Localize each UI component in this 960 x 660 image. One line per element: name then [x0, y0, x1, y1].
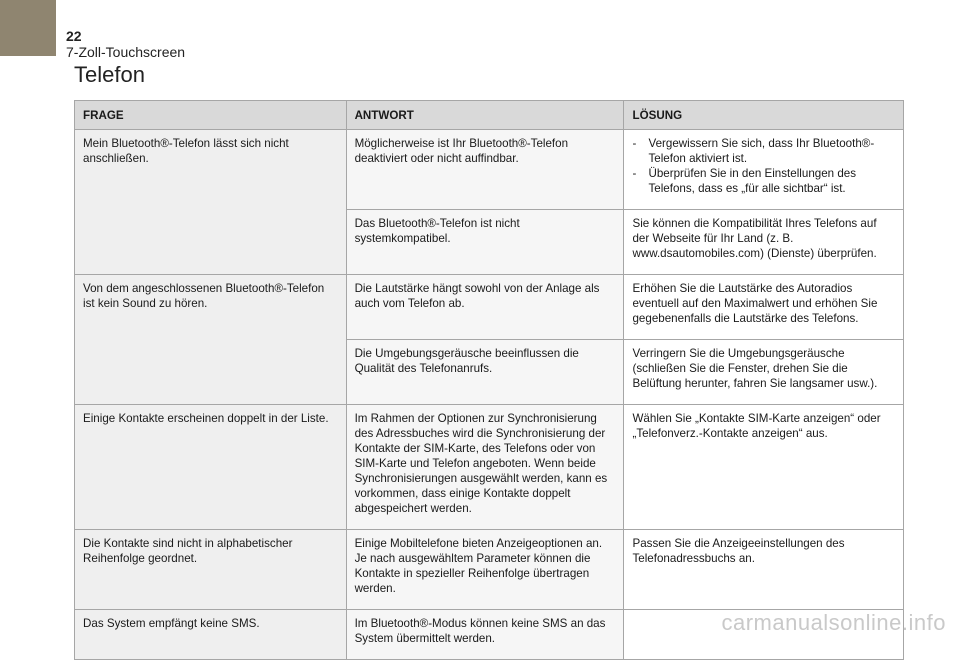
question-cell: Einige Kontakte erscheinen doppelt in der Liste. — [75, 405, 347, 530]
solution-cell: Wählen Sie „Kontakte SIM-Karte anzeigen“ oder „Telefonverz.-Kontakte anzeigen“ aus. — [624, 405, 904, 530]
header-antwort: ANTWORT — [346, 101, 624, 130]
table-row — [75, 405, 904, 530]
question-cell: Mein Bluetooth®-Telefon lässt sich nicht anschließen. — [75, 130, 347, 275]
solution-cell: Verringern Sie die Umgebungsgeräusche (schließen Sie die Fenster, drehen Sie die Belüftung herunter, fahren Sie langsamer usw.). — [624, 340, 904, 405]
answer-cell: Einige Mobiltelefone bieten Anzeigeoptionen an. Je nach ausgewähltem Parameter können die Kontakte in spezieller Reihenfolge übertragen werden. — [346, 530, 624, 610]
bullet-dash: - — [632, 137, 637, 150]
solution-bullet — [632, 166, 895, 196]
answer-cell: Das Bluetooth®-Telefon ist nicht systemkompatibel. — [346, 210, 624, 275]
answer-cell: Die Lautstärke hängt sowohl von der Anlage als auch vom Telefon ab. — [346, 275, 624, 340]
solution-cell: Sie können die Kompatibilität Ihres Telefons auf der Webseite für Ihr Land (z. B. www.dsautomobiles.com) (Dienste) überprüfen. — [624, 210, 904, 275]
solution-cell: Erhöhen Sie die Lautstärke des Autoradios eventuell auf den Maximalwert und erhöhen Sie gegebenenfalls die Lautstärke des Telefons. — [624, 275, 904, 340]
faq-table — [74, 100, 904, 660]
solution-bullet — [632, 136, 895, 166]
chapter-title: 7-Zoll-Touchscreen — [66, 44, 186, 60]
watermark-text: carmanualsonline.info — [721, 610, 946, 635]
page-number: 22 — [66, 28, 82, 44]
solution-cell: Passen Sie die Anzeigeeinstellungen des Telefonadressbuchs an. — [624, 530, 904, 610]
corner-tab — [0, 0, 56, 56]
bullet-dash: - — [632, 167, 637, 180]
question-cell: Die Kontakte sind nicht in alphabetischer Reihenfolge geordnet. — [75, 530, 347, 610]
table-row — [75, 530, 904, 610]
bullet-text: Vergewissern Sie sich, dass Ihr Bluetooth®-Telefon aktiviert ist. — [648, 137, 875, 165]
question-cell: Von dem angeschlossenen Bluetooth®-Telefon ist kein Sound zu hören. — [75, 275, 347, 405]
table-row — [75, 130, 904, 210]
answer-cell: Im Bluetooth®-Modus können keine SMS an das System übermittelt werden. — [346, 610, 624, 660]
answer-cell: Die Umgebungsgeräusche beeinflussen die Qualität des Telefonanrufs. — [346, 340, 624, 405]
header-loesung: LÖSUNG — [624, 101, 904, 130]
table-header-row — [75, 101, 904, 130]
answer-cell: Im Rahmen der Optionen zur Synchronisierung des Adressbuches wird die Synchronisierung der Kontakte der SIM-Karte, des Telefons oder von SIM-Karte und Telefon angeboten. Wenn beide Synchronisierungen ausgewählt werden, kann es vorkommen, dass einige Kontakte doppelt abgespeichert werden. — [346, 405, 624, 530]
answer-cell: Möglicherweise ist Ihr Bluetooth®-Telefon deaktiviert oder nicht auffindbar. — [346, 130, 624, 210]
header-frage: FRAGE — [75, 101, 347, 130]
section-title: Telefon — [74, 62, 145, 87]
table-row — [75, 275, 904, 340]
solution-cell — [624, 130, 904, 210]
question-cell: Das System empfängt keine SMS. — [75, 610, 347, 660]
bullet-text: Überprüfen Sie in den Einstellungen des Telefons, dass es „für alle sichtbar“ ist. — [648, 167, 857, 195]
